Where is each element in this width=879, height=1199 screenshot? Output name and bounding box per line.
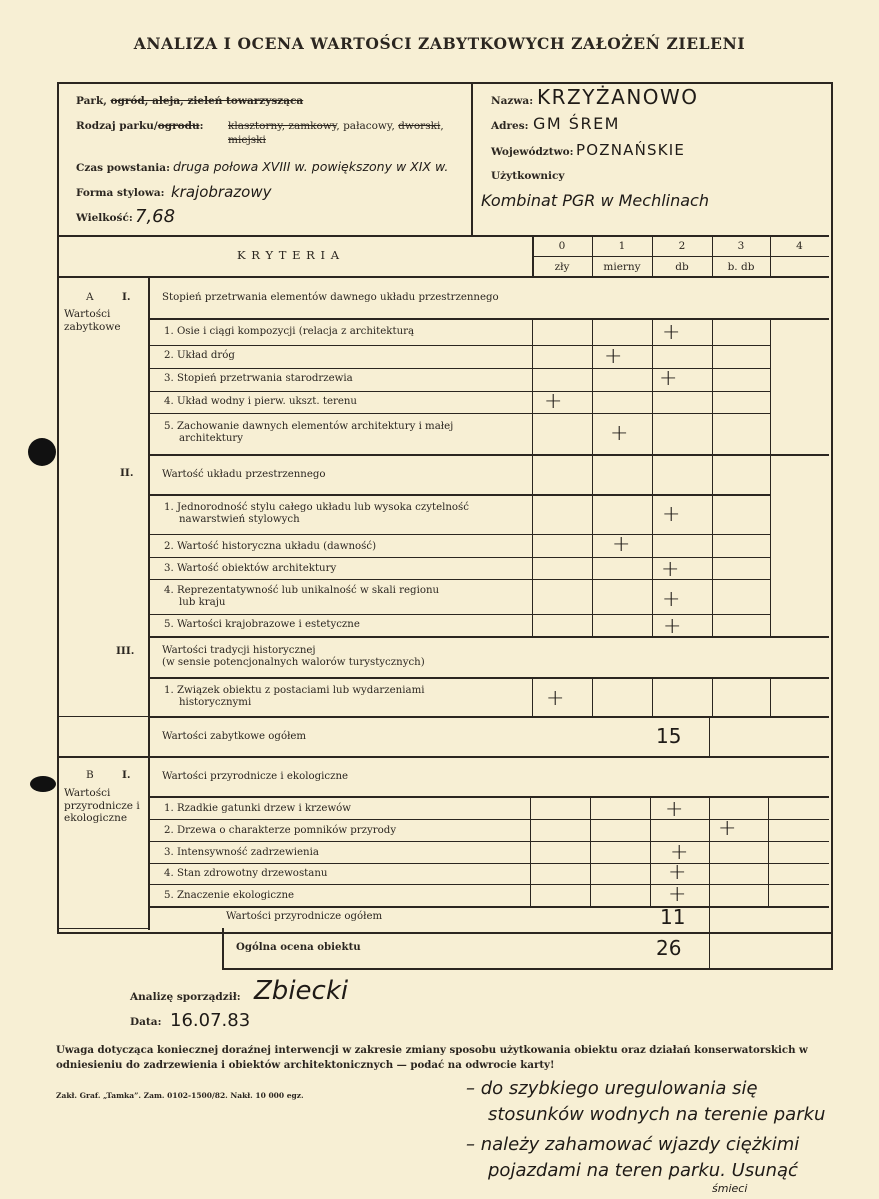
section-a-letter: A — [86, 291, 94, 303]
a1-row-5b: architektury — [179, 433, 244, 444]
score-4: 4 — [796, 240, 803, 252]
a2-row-4a: 4. Reprezentatywność lub unikalność w skali regionu — [164, 585, 440, 596]
data-label: Data: — [130, 1016, 162, 1028]
a1-row-5a: 5. Zachowanie dawnych elementów architektury i małej — [164, 421, 454, 432]
wojewodztwo-label: Województwo: — [491, 146, 574, 158]
a1-row-3: 3. Stopień przetrwania starodrzewia — [164, 373, 353, 384]
section-a-desc: Wartości zabytkowe — [64, 308, 121, 333]
b1-row-5: 5. Znaczenie ekologiczne — [164, 890, 295, 901]
mark-a1-2: + — [604, 344, 623, 369]
mark-a2-4: + — [662, 587, 681, 612]
park-line: Park, ogród, aleja, zieleń towarzysząca — [76, 95, 304, 107]
rodzaj-values: klasztorny, zamkowy, pałacowy, dworski, — [228, 120, 444, 132]
wielkosc-value: 7,68 — [135, 206, 176, 227]
adres-value: GM ŚREM — [533, 114, 620, 133]
a-total-value: 15 — [656, 724, 682, 748]
mark-b1-4: + — [668, 860, 687, 885]
score-label-3: b. db — [727, 261, 755, 273]
overall-label: Ogólna ocena obiektu — [236, 941, 361, 953]
a3-row-1a: 1. Związek obiektu z postaciami lub wydarzeniami — [164, 685, 425, 696]
aiii-title-1: Wartości tradycji historycznej — [162, 645, 316, 656]
b1-row-3: 3. Intensywność zadrzewienia — [164, 847, 319, 858]
wojewodztwo-value: POZNAŃSKIE — [576, 141, 686, 159]
handwritten-note-2: stosunków wodnych na terenie parku — [488, 1104, 826, 1125]
section-a-iii: III. — [116, 645, 135, 657]
a1-row-1: 1. Osie i ciągi kompozycji (relacja z architekturą — [164, 326, 415, 337]
mark-a2-2: + — [612, 532, 631, 557]
b-total-label: Wartości przyrodnicze ogółem — [226, 911, 383, 922]
overall-value: 26 — [656, 936, 682, 960]
a2-row-3: 3. Wartość obiektów architektury — [164, 563, 337, 574]
czas-label: Czas powstania: — [76, 162, 170, 174]
score-0: 0 — [558, 240, 566, 252]
section-b-i: I. — [122, 769, 131, 781]
mark-a1-4: + — [544, 389, 563, 414]
print-info: Zakł. Graf. „Tamka”. Zam. 0102-1500/82. Nakł. 10 000 egz. — [56, 1091, 304, 1100]
mark-b1-5: + — [668, 882, 687, 907]
a-total-label: Wartości zabytkowe ogółem — [162, 731, 307, 742]
mark-a2-5: + — [663, 614, 682, 639]
forma-label: Forma stylowa: — [76, 187, 165, 199]
score-label-2: db — [675, 261, 689, 273]
b1-row-4: 4. Stan zdrowotny drzewostanu — [164, 868, 328, 879]
a2-row-1a: 1. Jednorodność stylu całego układu lub wysoka czytelność — [164, 502, 469, 513]
a2-row-5: 5. Wartości krajobrazowe i estetyczne — [164, 619, 360, 630]
handwritten-note-5: śmieci — [712, 1182, 748, 1195]
a2-row-4b: lub kraju — [179, 597, 226, 608]
b1-row-1: 1. Rzadkie gatunki drzew i krzewów — [164, 803, 352, 814]
handwritten-note-3: – należy zahamować wjazdy ciężkimi — [466, 1134, 800, 1155]
czas-value: druga połowa XVIII w. powiększony w XIX w. — [173, 159, 449, 174]
bi-title: Wartości przyrodnicze i ekologiczne — [162, 771, 349, 782]
mark-b1-3: + — [670, 840, 689, 865]
nazwa-label: Nazwa: — [491, 95, 534, 107]
b1-row-2: 2. Drzewa o charakterze pomników przyrody — [164, 825, 397, 836]
criteria-label: K R Y T E R I A — [237, 248, 341, 262]
a2-row-2: 2. Wartość historyczna układu (dawność) — [164, 541, 377, 552]
nazwa-value: KRZYŻANOWO — [537, 85, 699, 109]
uwaga-note: Uwaga dotycząca koniecznej doraźnej interwencji w zakresie zmiany sposobu użytkowania obiektu oraz działań konserwatorskich w odniesieniu do zadrzewienia i obiektów architektonicznych — podać na odwrocie karty! — [56, 1044, 808, 1071]
ai-title: Stopień przetrwania elementów dawnego układu przestrzennego — [162, 292, 499, 303]
mark-a2-3: + — [661, 557, 680, 582]
forma-value: krajobrazowy — [171, 183, 272, 201]
mark-a2-1: + — [662, 502, 681, 527]
b-total-value: 11 — [660, 905, 686, 929]
score-3: 3 — [737, 240, 745, 252]
uzytkownicy-label: Użytkownicy — [491, 170, 565, 182]
handwritten-note-4: pojazdami na teren parku. Usunąć — [488, 1160, 798, 1181]
header-section — [57, 82, 829, 236]
sporzadzil-signature: Zbiecki — [254, 976, 349, 1006]
a2-row-1b: nawarstwień stylowych — [179, 514, 300, 525]
rodzaj-miejski: miejski — [228, 134, 266, 146]
score-label-1: mierny — [603, 261, 641, 273]
score-1: 1 — [618, 240, 626, 252]
mark-a1-5: + — [610, 421, 629, 446]
handwritten-note-1: – do szybkiego uregulowania się — [466, 1078, 758, 1099]
mark-a1-1: + — [662, 320, 681, 345]
section-b-letter: B — [86, 769, 94, 781]
score-label-0: zły — [554, 261, 570, 273]
a3-row-1b: historycznymi — [179, 697, 252, 708]
uzytkownicy-value: Kombinat PGR w Mechlinach — [481, 191, 709, 210]
a1-row-4: 4. Układ wodny i pierw. ukszt. terenu — [164, 396, 357, 407]
aiii-title-2: (w sensie potencjonalnych walorów turystycznych) — [162, 657, 425, 668]
mark-b1-1: + — [665, 797, 684, 822]
score-2: 2 — [678, 240, 686, 252]
aii-title: Wartość układu przestrzennego — [162, 469, 326, 480]
rodzaj-line: Rodzaj parku/ogrodu: — [76, 120, 204, 132]
data-value: 16.07.83 — [170, 1010, 251, 1031]
punch-hole-bottom — [30, 776, 56, 792]
page-title: ANALIZA I OCENA WARTOŚCI ZABYTKOWYCH ZAŁOŻEŃ ZIELENI — [133, 34, 746, 53]
section-a-ii: II. — [120, 467, 134, 479]
mark-a1-3: + — [659, 366, 678, 391]
wielkosc-label: Wielkość: — [76, 212, 133, 224]
adres-label: Adres: — [491, 120, 529, 132]
sporzadzil-label: Analizę sporządził: — [130, 991, 241, 1003]
punch-hole-top — [28, 438, 56, 466]
section-b-desc: Wartości przyrodnicze i ekologiczne — [64, 787, 140, 824]
section-a-i: I. — [122, 291, 131, 303]
a1-row-2: 2. Układ dróg — [164, 350, 235, 361]
mark-b1-2: + — [718, 816, 737, 841]
mark-a3-1: + — [546, 686, 565, 711]
